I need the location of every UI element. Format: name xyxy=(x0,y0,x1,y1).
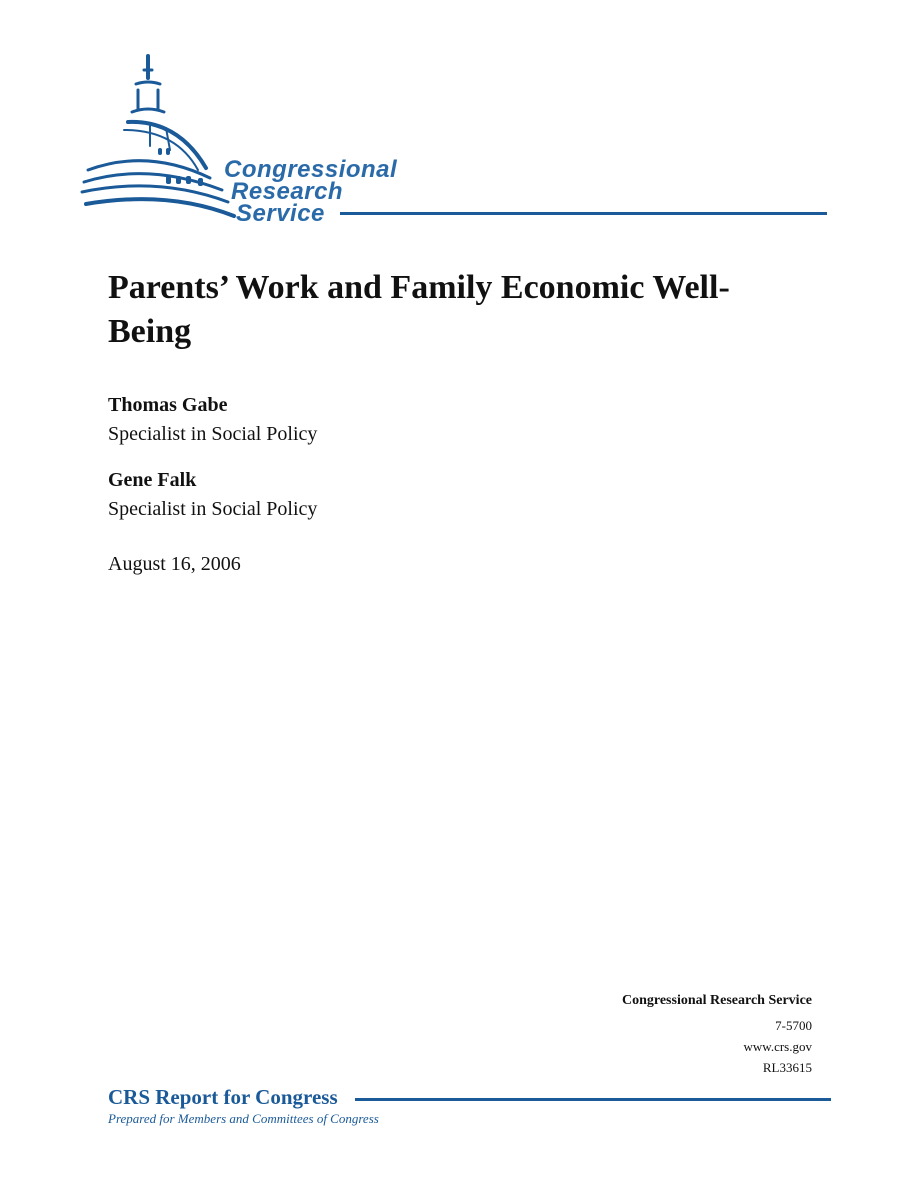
author-block xyxy=(108,467,317,522)
publisher-website[interactable]: www.crs.gov xyxy=(743,1039,812,1054)
logo-divider xyxy=(340,212,827,215)
footer-subtitle: Prepared for Members and Committees of Congress xyxy=(108,1111,379,1126)
logo-text-service: Service xyxy=(236,200,325,227)
report-date: August 16, 2006 xyxy=(108,553,241,575)
author-name: Thomas Gabe xyxy=(108,394,228,416)
publisher-name: Congressional Research Service xyxy=(621,993,812,1008)
crs-logo xyxy=(78,50,838,230)
author-name: Gene Falk xyxy=(108,469,197,491)
report-title: Parents’ Work and Family Economic Well-Being xyxy=(108,269,730,350)
author-block xyxy=(108,392,317,447)
publisher-info xyxy=(622,990,812,1078)
author-role: Specialist in Social Policy xyxy=(108,498,318,520)
report-number: RL33615 xyxy=(762,1060,812,1075)
footer-divider xyxy=(355,1098,831,1101)
capitol-dome-icon xyxy=(78,50,238,230)
logo-text-congressional: Congressional xyxy=(224,156,398,183)
author-role: Specialist in Social Policy xyxy=(108,423,318,445)
publisher-phone: 7-5700 xyxy=(775,1018,812,1033)
footer-report-label: CRS Report for Congress xyxy=(108,1085,338,1109)
logo-text-research: Research xyxy=(231,178,344,205)
